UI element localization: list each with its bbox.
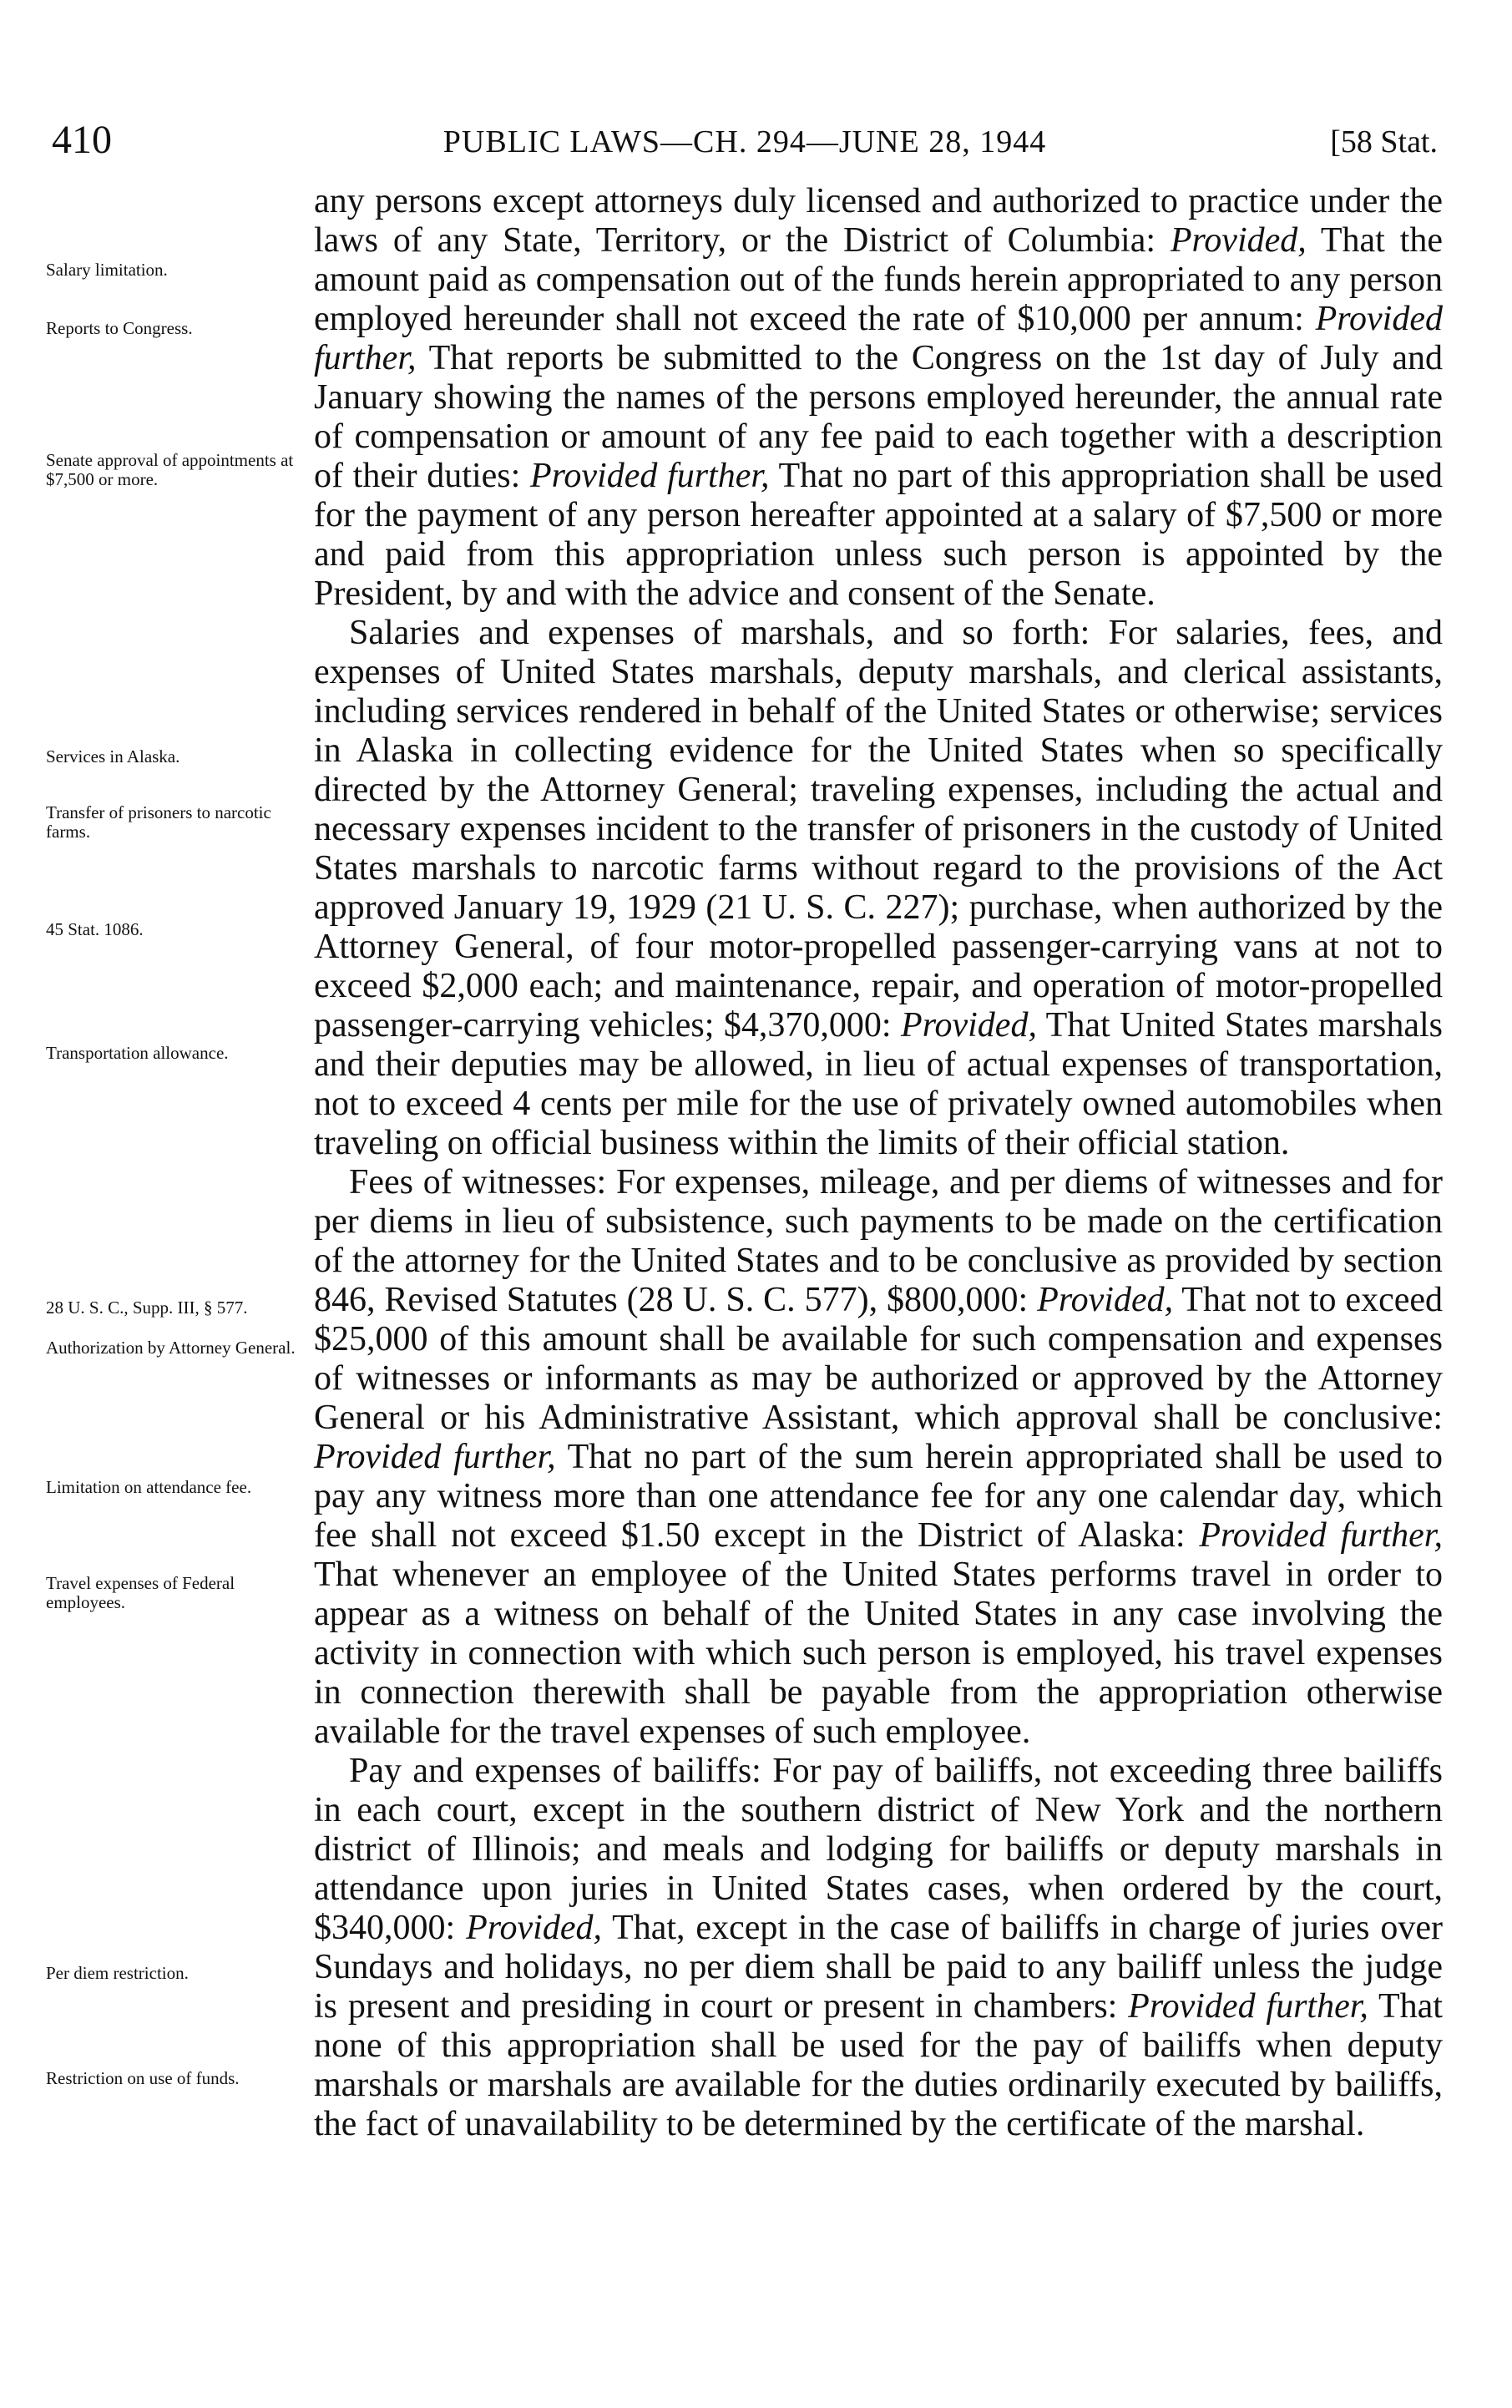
margin-note: Transportation allowance.	[46, 1043, 229, 1063]
statute-text	[314, 182, 1443, 2144]
paragraph-continuation: any persons except attorneys duly licensed and authorized to practice under the laws of any State, Territory, or the District of Columbia: Provided, That the amount paid as compensation out of the funds herein appropriated to any person employed hereunder shall not exceed the rate of $10,000 per annum: Provided further, That reports be submitted to the Congress on the 1st day of July and January showing the names of the persons employed hereunder, the annual rate of compensation or amount of any fee paid to each together with a description of their duties: Provided further, That no part of this appropriation shall be used for the payment of any person hereafter appointed at a salary of $7,500 or more and paid from this appropriation unless such person is appointed by the President, by and with the advice and consent of the Senate.	[314, 182, 1443, 613]
paragraph-marshals: Salaries and expenses of marshals, and so forth: For salaries, fees, and expenses of United States marshals, deputy marshals, and clerical assistants, including services rendered in behalf of the United States or otherwise; services in Alaska in collecting evidence for the United States when so specifically directed by the Attorney General; traveling expenses, including the actual and necessary expenses incident to the transfer of prisoners in the custody of United States marshals to narcotic farms without regard to the provisions of the Act approved January 19, 1929 (21 U. S. C. 227); purchase, when authorized by the Attorney General, of four motor-propelled passenger-carrying vans at not to exceed $2,000 each; and maintenance, repair, and operation of motor-propelled passenger-carrying vehicles; $4,370,000: Provided, That United States marshals and their deputies may be allowed, in lieu of actual expenses of transportation, not to exceed 4 cents per mile for the use of privately owned automobiles when traveling on official business within the limits of their official station.	[314, 614, 1443, 1162]
margin-note: Authorization by Attorney General.	[46, 1338, 296, 1358]
margin-note: Limitation on attendance fee.	[46, 1477, 252, 1497]
margin-note: Per diem restriction.	[46, 1963, 189, 1983]
margin-note: Salary limitation.	[46, 260, 168, 280]
margin-note: Transfer of prisoners to narcotic farms.	[46, 802, 271, 842]
running-title: PUBLIC LAWS—CH. 294—JUNE 28, 1944	[442, 124, 1047, 159]
volume-reference: [58 Stat.	[1330, 124, 1438, 159]
paragraph-witnesses: Fees of witnesses: For expenses, mileage, and per diems of witnesses and for per diems in lieu of subsistence, such payments to be made on the certification of the attorney for the United States and to be conclusive as provided by section 846, Revised Statutes (28 U. S. C. 577), $800,000: Provided, That not to exceed $25,000 of this amount shall be available for such compensation and expenses of witnesses or informants as may be authorized or approved by the Attorney General or his Administrative Assistant, which approval shall be conclusive: Provided further, That no part of the sum herein appropriated shall be used to pay any witness more than one attendance fee for any one calendar day, which fee shall not exceed $1.50 except in the District of Alaska: Provided further, That whenever an employee of the United States performs travel in order to appear as a witness on behalf of the United States in any case involving the activity in connection with which such person is employed, his travel expenses in connection therewith shall be payable from the appropriation otherwise available for the travel expenses of such employee.	[314, 1163, 1443, 1751]
margin-note: 45 Stat. 1086.	[46, 919, 144, 939]
margin-note: 28 U. S. C., Supp. III, § 577.	[46, 1298, 248, 1318]
page-number: 410	[52, 118, 112, 162]
margin-note: Senate approval of appointments at $7,500 or more.	[46, 450, 294, 489]
paragraph-bailiffs: Pay and expenses of bailiffs: For pay of bailiffs, not exceeding three bailiffs in each court, except in the southern district of New York and the northern district of Illinois; and meals and lodging for bailiffs or deputy marshals in attendance upon juries in United States cases, when ordered by the court, $340,000: Provided, That, except in the case of bailiffs in charge of juries over Sundays and holidays, no per diem shall be paid to any bailiff unless the judge is present and presiding in court or present in chambers: Provided further, That none of this appropriation shall be used for the pay of bailiffs when deputy marshals or marshals are available for the duties ordinarily executed by bailiffs, the fact of unavailability to be determined by the certificate of the marshal.	[314, 1752, 1444, 2143]
margin-note: Travel expenses of Federal employees.	[46, 1573, 235, 1612]
page-header	[52, 117, 1438, 167]
margin-note: Restriction on use of funds.	[46, 2068, 240, 2088]
margin-note: Services in Alaska.	[46, 746, 180, 766]
margin-note: Reports to Congress.	[46, 318, 193, 338]
